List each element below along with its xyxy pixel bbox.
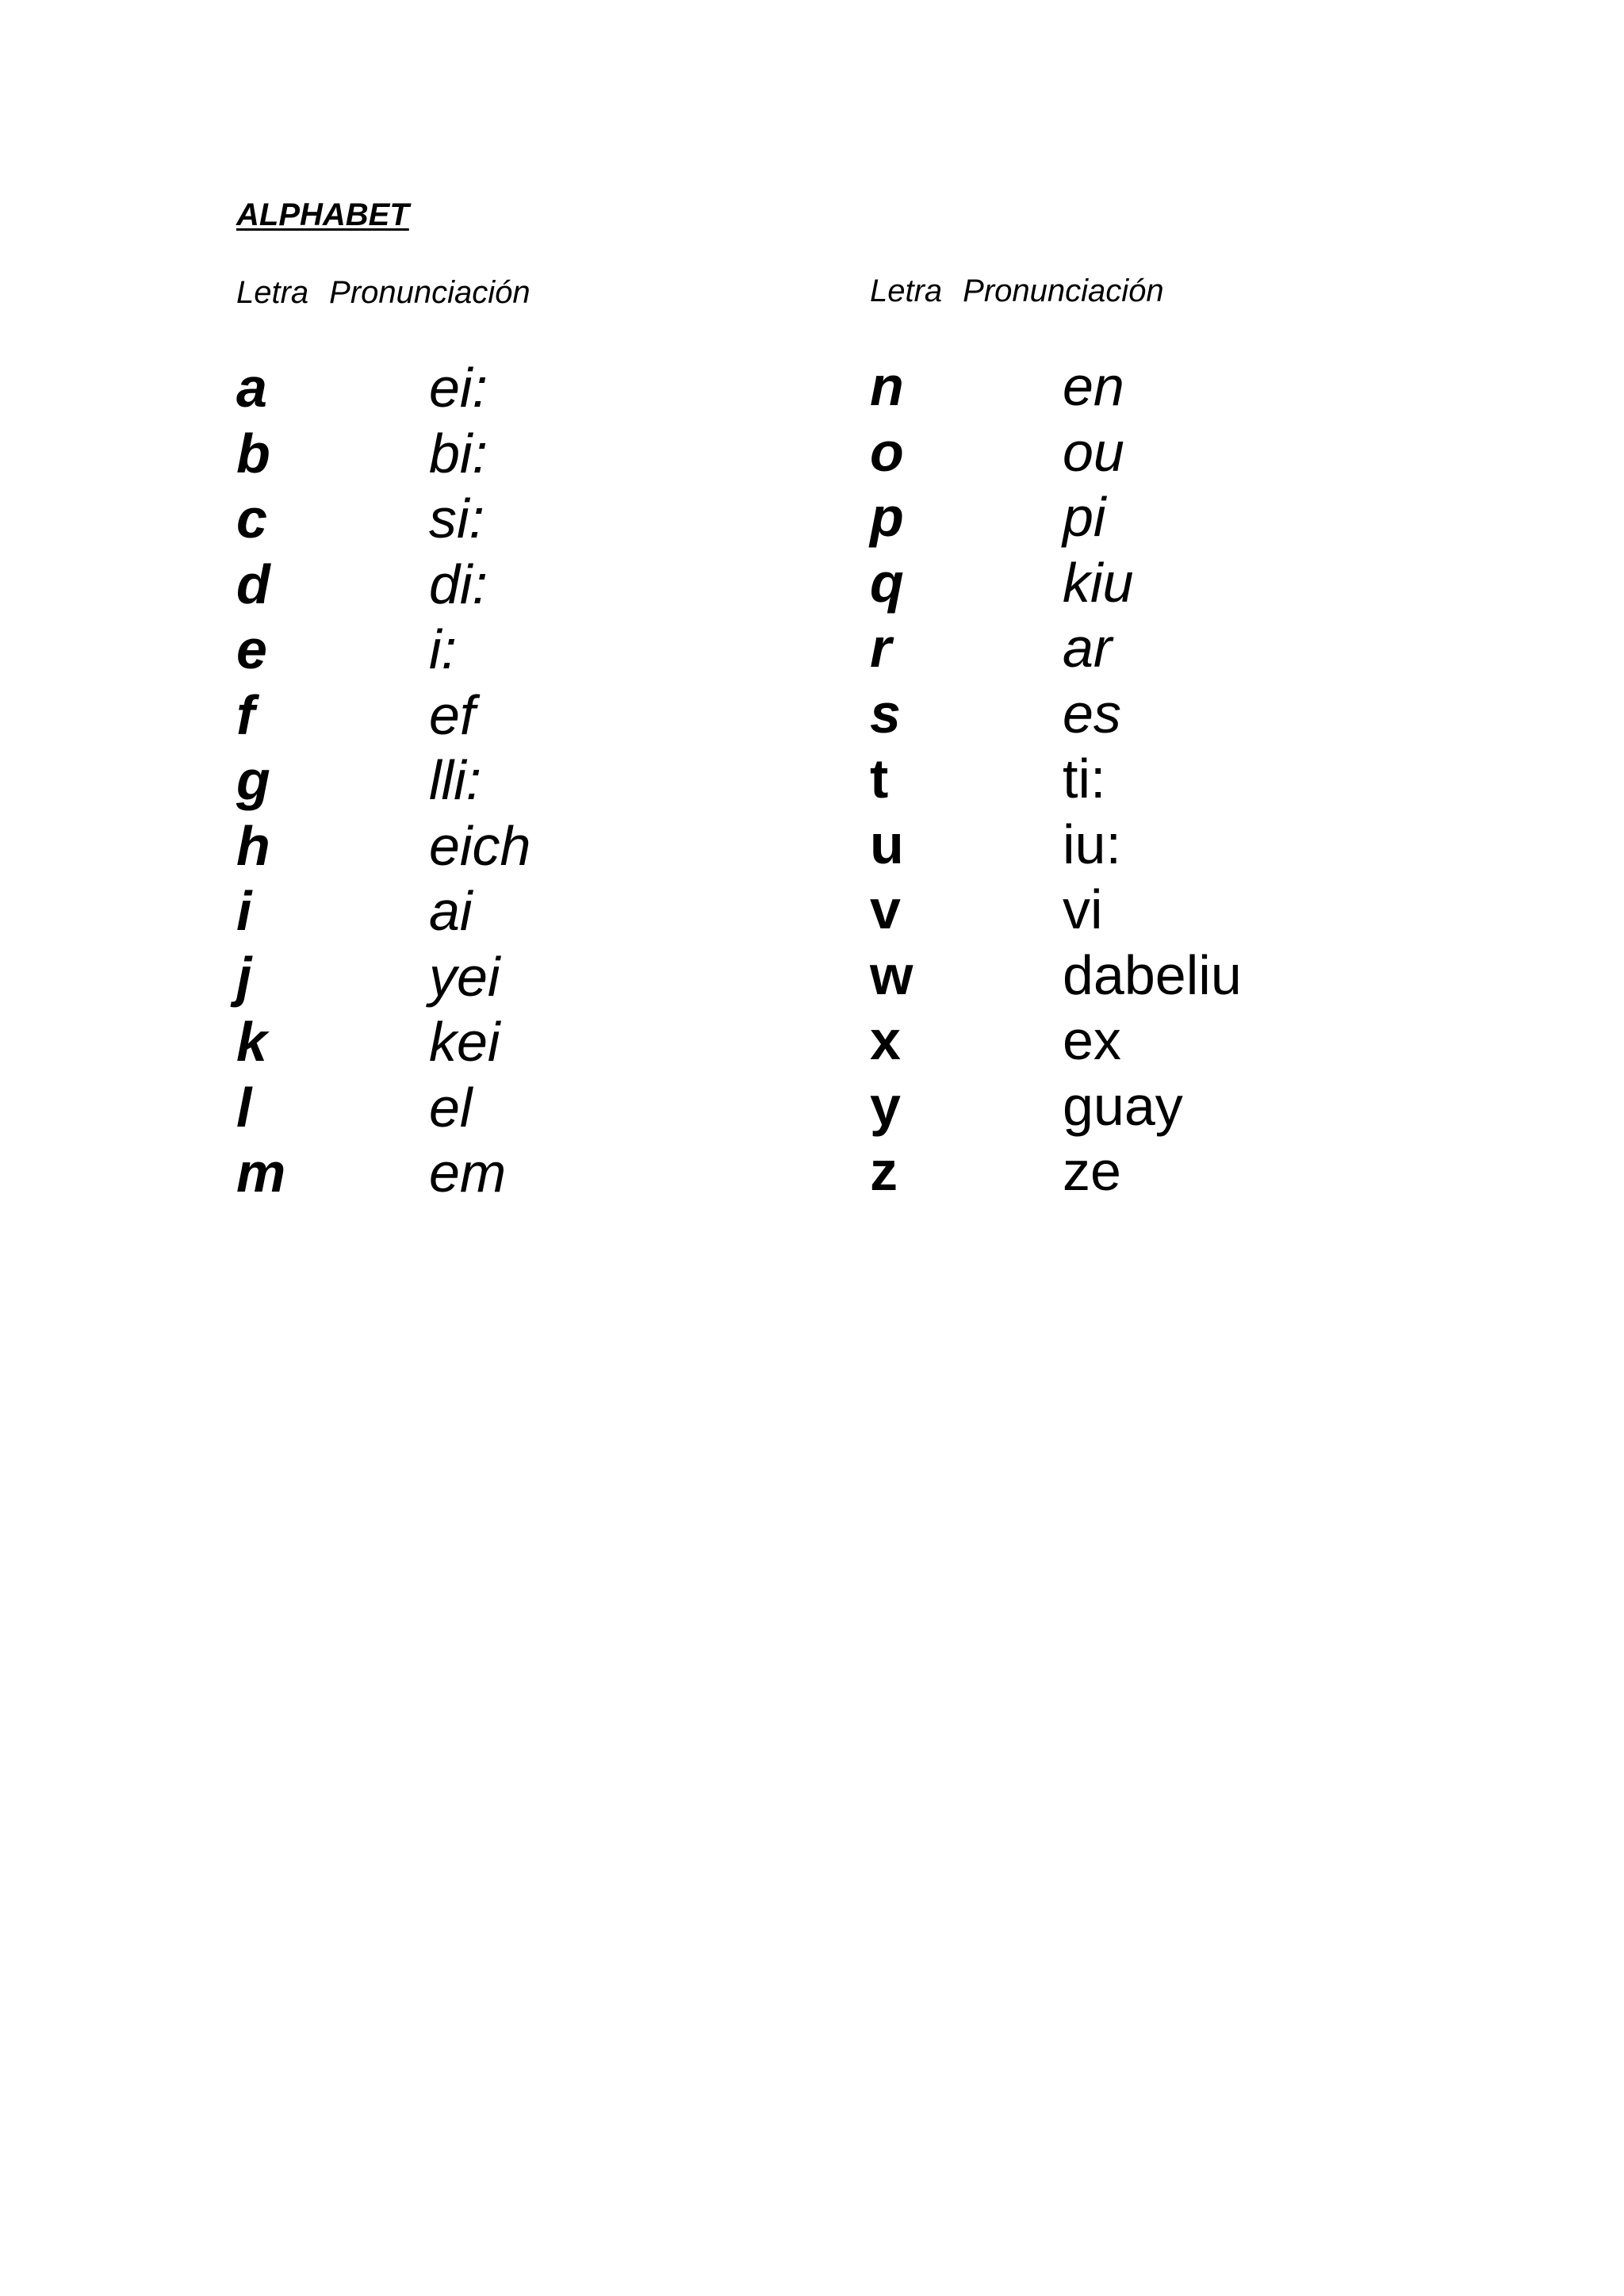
alphabet-row	[870, 812, 1346, 878]
pronunciation: iu:	[1063, 813, 1121, 875]
letter: a	[236, 357, 267, 419]
pronunciation: kei	[429, 1011, 500, 1073]
header-letter: Letra	[870, 274, 943, 308]
letter: d	[236, 553, 270, 615]
alphabet-row	[236, 355, 712, 421]
letter: t	[870, 748, 889, 809]
pronunciation: dabeliu	[1063, 943, 1242, 1006]
letter: f	[236, 683, 255, 746]
letter: n	[870, 355, 904, 417]
alphabet-row	[236, 683, 712, 748]
alphabet-row	[236, 421, 712, 487]
alphabet-row	[236, 1140, 712, 1206]
alphabet-row	[870, 943, 1346, 1008]
alphabet-row	[870, 1073, 1346, 1139]
alphabet-row	[870, 615, 1346, 681]
alphabet-row	[870, 354, 1346, 419]
alphabet-row	[870, 550, 1346, 616]
pronunciation: ze	[1063, 1140, 1121, 1202]
alphabet-row	[236, 552, 712, 618]
alphabet-row	[236, 878, 712, 944]
letter: v	[870, 878, 901, 940]
letter: j	[236, 945, 252, 1008]
letter: p	[870, 486, 904, 548]
pronunciation: kiu	[1063, 551, 1134, 614]
alphabet-row	[870, 484, 1346, 550]
pronunciation: lli:	[429, 749, 482, 811]
header-pronunciation: Pronunciación	[329, 275, 530, 310]
pronunciation: ei:	[429, 357, 488, 419]
letter: k	[236, 1011, 267, 1073]
pronunciation: es	[1063, 682, 1121, 744]
letter: m	[236, 1142, 286, 1203]
column-header	[236, 273, 530, 312]
header-letter: Letra	[236, 275, 309, 310]
letter: o	[870, 420, 904, 483]
letter: e	[236, 618, 267, 680]
letter: g	[236, 749, 270, 811]
pronunciation: en	[1063, 355, 1124, 417]
letter: u	[870, 813, 904, 875]
letter: l	[236, 1076, 252, 1138]
alphabet-list-left	[236, 355, 712, 1206]
alphabet-row	[236, 813, 712, 879]
alphabet-row	[870, 1008, 1346, 1073]
pronunciation: ef	[429, 683, 476, 746]
pronunciation: ai	[429, 880, 473, 942]
alphabet-row	[236, 748, 712, 813]
pronunciation: guay	[1063, 1074, 1183, 1137]
letter: h	[236, 814, 270, 877]
letter: z	[870, 1140, 898, 1202]
letter: c	[236, 488, 267, 549]
alphabet-row	[870, 1138, 1346, 1204]
alphabet-row	[870, 419, 1346, 485]
pronunciation: ou	[1063, 420, 1124, 483]
pronunciation: ar	[1063, 617, 1113, 679]
pronunciation: i:	[429, 618, 457, 680]
pronunciation: di:	[429, 553, 488, 615]
pronunciation: ex	[1063, 1009, 1121, 1071]
alphabet-row	[870, 681, 1346, 747]
letter: q	[870, 551, 904, 614]
pronunciation: em	[429, 1142, 507, 1203]
header-pronunciation: Pronunciación	[963, 274, 1164, 308]
alphabet-row	[236, 617, 712, 683]
pronunciation: el	[429, 1076, 473, 1138]
pronunciation: si:	[429, 488, 485, 549]
pronunciation: eich	[429, 814, 531, 877]
page-title: ALPHABET	[236, 197, 409, 232]
pronunciation: pi	[1063, 486, 1106, 548]
letter: i	[236, 880, 252, 942]
pronunciation: ti:	[1063, 748, 1106, 809]
column-header	[870, 271, 1164, 311]
pronunciation: vi	[1063, 878, 1103, 940]
letter: w	[870, 943, 914, 1006]
alphabet-row	[236, 486, 712, 552]
pronunciation: yei	[429, 945, 500, 1008]
alphabet-row	[236, 1075, 712, 1141]
letter: y	[870, 1074, 901, 1137]
letter: r	[870, 617, 892, 679]
alphabet-row	[870, 877, 1346, 943]
letter: x	[870, 1009, 901, 1071]
pronunciation: bi:	[429, 422, 488, 484]
alphabet-row	[236, 1009, 712, 1075]
alphabet-row	[870, 746, 1346, 812]
alphabet-list-right	[870, 354, 1346, 1204]
letter: s	[870, 682, 901, 744]
letter: b	[236, 422, 270, 484]
alphabet-row	[236, 944, 712, 1010]
